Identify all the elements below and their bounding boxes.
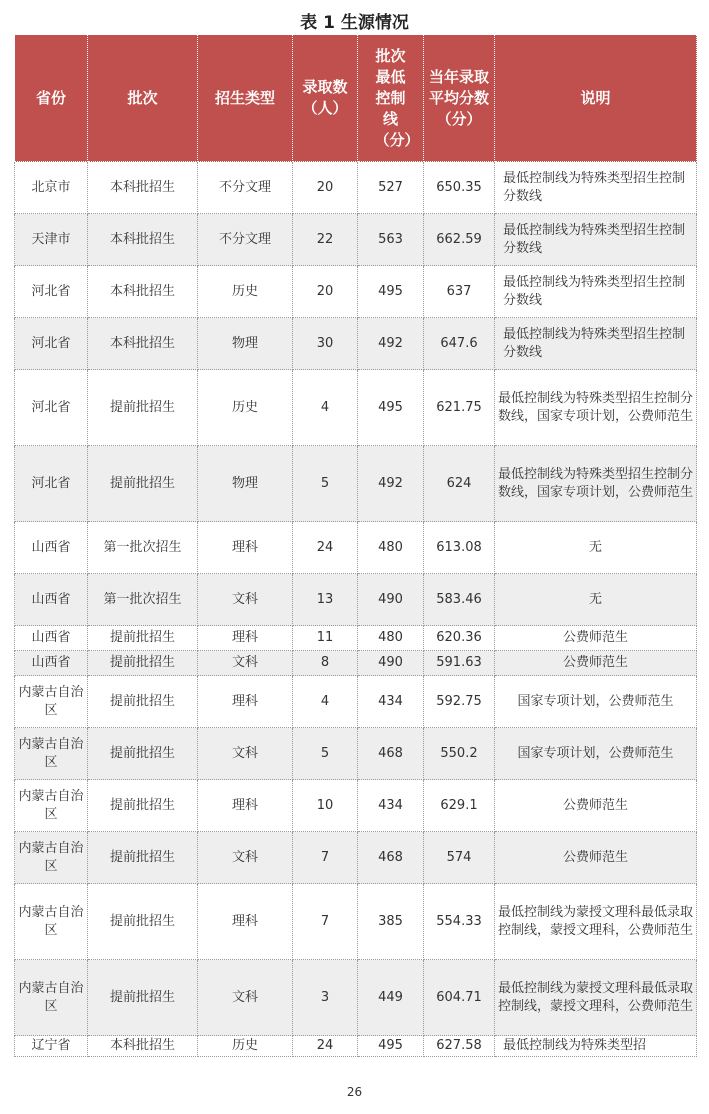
cell-note: 国家专项计划，公费师范生: [495, 728, 697, 780]
cell-note: 最低控制线为特殊类型招生控制分数线，国家专项计划，公费师范生: [495, 446, 697, 522]
header-batch: 批次: [88, 35, 198, 162]
cell-batch: 本科批招生: [88, 266, 198, 318]
table-row: [15, 1036, 697, 1057]
cell-note: 最低控制线为特殊类型招生控制分数线，国家专项计划，公费师范生: [495, 370, 697, 446]
cell-batch: 本科批招生: [88, 1036, 198, 1057]
cell-type: 文科: [198, 651, 293, 676]
cell-batch: 提前批招生: [88, 728, 198, 780]
cell-count: 8: [293, 651, 358, 676]
cell-count: 4: [293, 676, 358, 728]
cell-avg-score: 613.08: [424, 522, 495, 574]
table-row: [15, 522, 697, 574]
table-row: [15, 162, 697, 214]
cell-min-score: 495: [358, 266, 424, 318]
cell-province: 河北省: [15, 446, 88, 522]
cell-avg-score: 583.46: [424, 574, 495, 626]
table-title: 表 1 生源情况: [300, 13, 409, 33]
cell-note: 国家专项计划，公费师范生: [495, 676, 697, 728]
header-min-text: 批次最低控制线（分）: [374, 46, 420, 149]
cell-type: 理科: [198, 522, 293, 574]
cell-note: 无: [495, 574, 697, 626]
cell-note: 最低控制线为特殊类型招: [495, 1036, 697, 1057]
cell-type: 文科: [198, 960, 293, 1036]
table-row: [15, 574, 697, 626]
cell-batch: 第一批次招生: [88, 522, 198, 574]
table-row: [15, 446, 697, 522]
header-province: 省份: [15, 35, 88, 162]
cell-avg-score: 604.71: [424, 960, 495, 1036]
cell-note: 公费师范生: [495, 651, 697, 676]
cell-min-score: 495: [358, 1036, 424, 1057]
cell-avg-score: 550.2: [424, 728, 495, 780]
enrollment-table: [14, 34, 697, 1057]
cell-count: 30: [293, 318, 358, 370]
cell-type: 不分文理: [198, 214, 293, 266]
table-row: [15, 266, 697, 318]
cell-note: 最低控制线为蒙授文理科最低录取控制线，蒙授文理科，公费师范生: [495, 884, 697, 960]
cell-avg-score: 637: [424, 266, 495, 318]
cell-province: 河北省: [15, 370, 88, 446]
cell-batch: 提前批招生: [88, 446, 198, 522]
cell-province: 内蒙古自治区: [15, 960, 88, 1036]
cell-batch: 本科批招生: [88, 162, 198, 214]
cell-province: 内蒙古自治区: [15, 832, 88, 884]
page-number: 26: [346, 1085, 363, 1099]
cell-batch: 提前批招生: [88, 370, 198, 446]
table-row: [15, 780, 697, 832]
cell-count: 10: [293, 780, 358, 832]
cell-province: 河北省: [15, 266, 88, 318]
cell-batch: 提前批招生: [88, 651, 198, 676]
cell-type: 文科: [198, 832, 293, 884]
cell-avg-score: 592.75: [424, 676, 495, 728]
cell-type: 历史: [198, 1036, 293, 1057]
cell-avg-score: 574: [424, 832, 495, 884]
cell-province: 内蒙古自治区: [15, 676, 88, 728]
cell-type: 理科: [198, 780, 293, 832]
cell-count: 7: [293, 884, 358, 960]
cell-count: 24: [293, 522, 358, 574]
table-row: [15, 676, 697, 728]
cell-avg-score: 624: [424, 446, 495, 522]
cell-batch: 提前批招生: [88, 884, 198, 960]
cell-batch: 提前批招生: [88, 780, 198, 832]
cell-count: 7: [293, 832, 358, 884]
cell-province: 内蒙古自治区: [15, 728, 88, 780]
table-row: [15, 960, 697, 1036]
header-note: 说明: [495, 35, 697, 162]
cell-type: 物理: [198, 446, 293, 522]
cell-avg-score: 554.33: [424, 884, 495, 960]
cell-min-score: 480: [358, 626, 424, 651]
cell-type: 理科: [198, 626, 293, 651]
cell-min-score: 434: [358, 676, 424, 728]
cell-min-score: 490: [358, 574, 424, 626]
cell-province: 内蒙古自治区: [15, 884, 88, 960]
cell-min-score: 449: [358, 960, 424, 1036]
cell-province: 山西省: [15, 626, 88, 651]
cell-min-score: 563: [358, 214, 424, 266]
cell-count: 22: [293, 214, 358, 266]
table-row: [15, 651, 697, 676]
header-avg-text: 当年录取平均分数（分）: [429, 67, 490, 128]
cell-province: 内蒙古自治区: [15, 780, 88, 832]
header-type: 招生类型: [198, 35, 293, 162]
cell-min-score: 385: [358, 884, 424, 960]
cell-avg-score: 650.35: [424, 162, 495, 214]
table-row: [15, 728, 697, 780]
cell-province: 山西省: [15, 574, 88, 626]
cell-count: 4: [293, 370, 358, 446]
cell-min-score: 527: [358, 162, 424, 214]
header-min-score: [358, 35, 424, 162]
cell-note: 最低控制线为特殊类型招生控制分数线: [495, 162, 697, 214]
cell-batch: 本科批招生: [88, 214, 198, 266]
header-count-text: 录取数（人）: [302, 78, 348, 117]
cell-min-score: 480: [358, 522, 424, 574]
cell-min-score: 495: [358, 370, 424, 446]
cell-count: 24: [293, 1036, 358, 1057]
cell-type: 理科: [198, 676, 293, 728]
cell-batch: 提前批招生: [88, 960, 198, 1036]
cell-type: 物理: [198, 318, 293, 370]
cell-type: 历史: [198, 266, 293, 318]
cell-type: 不分文理: [198, 162, 293, 214]
cell-note: 公费师范生: [495, 626, 697, 651]
cell-note: 公费师范生: [495, 832, 697, 884]
cell-province: 天津市: [15, 214, 88, 266]
cell-avg-score: 662.59: [424, 214, 495, 266]
cell-min-score: 490: [358, 651, 424, 676]
cell-type: 文科: [198, 728, 293, 780]
cell-count: 5: [293, 728, 358, 780]
cell-avg-score: 629.1: [424, 780, 495, 832]
header-row: [15, 35, 697, 162]
cell-note: 公费师范生: [495, 780, 697, 832]
cell-min-score: 492: [358, 446, 424, 522]
cell-province: 北京市: [15, 162, 88, 214]
cell-batch: 第一批次招生: [88, 574, 198, 626]
table-row: [15, 318, 697, 370]
cell-batch: 提前批招生: [88, 626, 198, 651]
cell-province: 山西省: [15, 522, 88, 574]
cell-type: 理科: [198, 884, 293, 960]
cell-type: 历史: [198, 370, 293, 446]
cell-avg-score: 627.58: [424, 1036, 495, 1057]
cell-province: 河北省: [15, 318, 88, 370]
cell-count: 13: [293, 574, 358, 626]
cell-min-score: 468: [358, 832, 424, 884]
table-row: [15, 214, 697, 266]
cell-batch: 本科批招生: [88, 318, 198, 370]
cell-batch: 提前批招生: [88, 676, 198, 728]
header-avg-score: [424, 35, 495, 162]
cell-type: 文科: [198, 574, 293, 626]
cell-count: 20: [293, 162, 358, 214]
cell-note: 最低控制线为特殊类型招生控制分数线: [495, 318, 697, 370]
cell-avg-score: 620.36: [424, 626, 495, 651]
table-row: [15, 884, 697, 960]
cell-avg-score: 591.63: [424, 651, 495, 676]
header-count: [293, 35, 358, 162]
cell-note: 最低控制线为特殊类型招生控制分数线: [495, 214, 697, 266]
cell-province: 山西省: [15, 651, 88, 676]
table-row: [15, 832, 697, 884]
table-row: [15, 626, 697, 651]
cell-count: 11: [293, 626, 358, 651]
cell-avg-score: 647.6: [424, 318, 495, 370]
table-row: [15, 370, 697, 446]
cell-note: 最低控制线为蒙授文理科最低录取控制线，蒙授文理科，公费师范生: [495, 960, 697, 1036]
cell-avg-score: 621.75: [424, 370, 495, 446]
cell-note: 最低控制线为特殊类型招生控制分数线: [495, 266, 697, 318]
cell-note: 无: [495, 522, 697, 574]
cell-min-score: 468: [358, 728, 424, 780]
cell-min-score: 434: [358, 780, 424, 832]
cell-count: 20: [293, 266, 358, 318]
cell-province: 辽宁省: [15, 1036, 88, 1057]
cell-count: 3: [293, 960, 358, 1036]
cell-count: 5: [293, 446, 358, 522]
cell-min-score: 492: [358, 318, 424, 370]
cell-batch: 提前批招生: [88, 832, 198, 884]
